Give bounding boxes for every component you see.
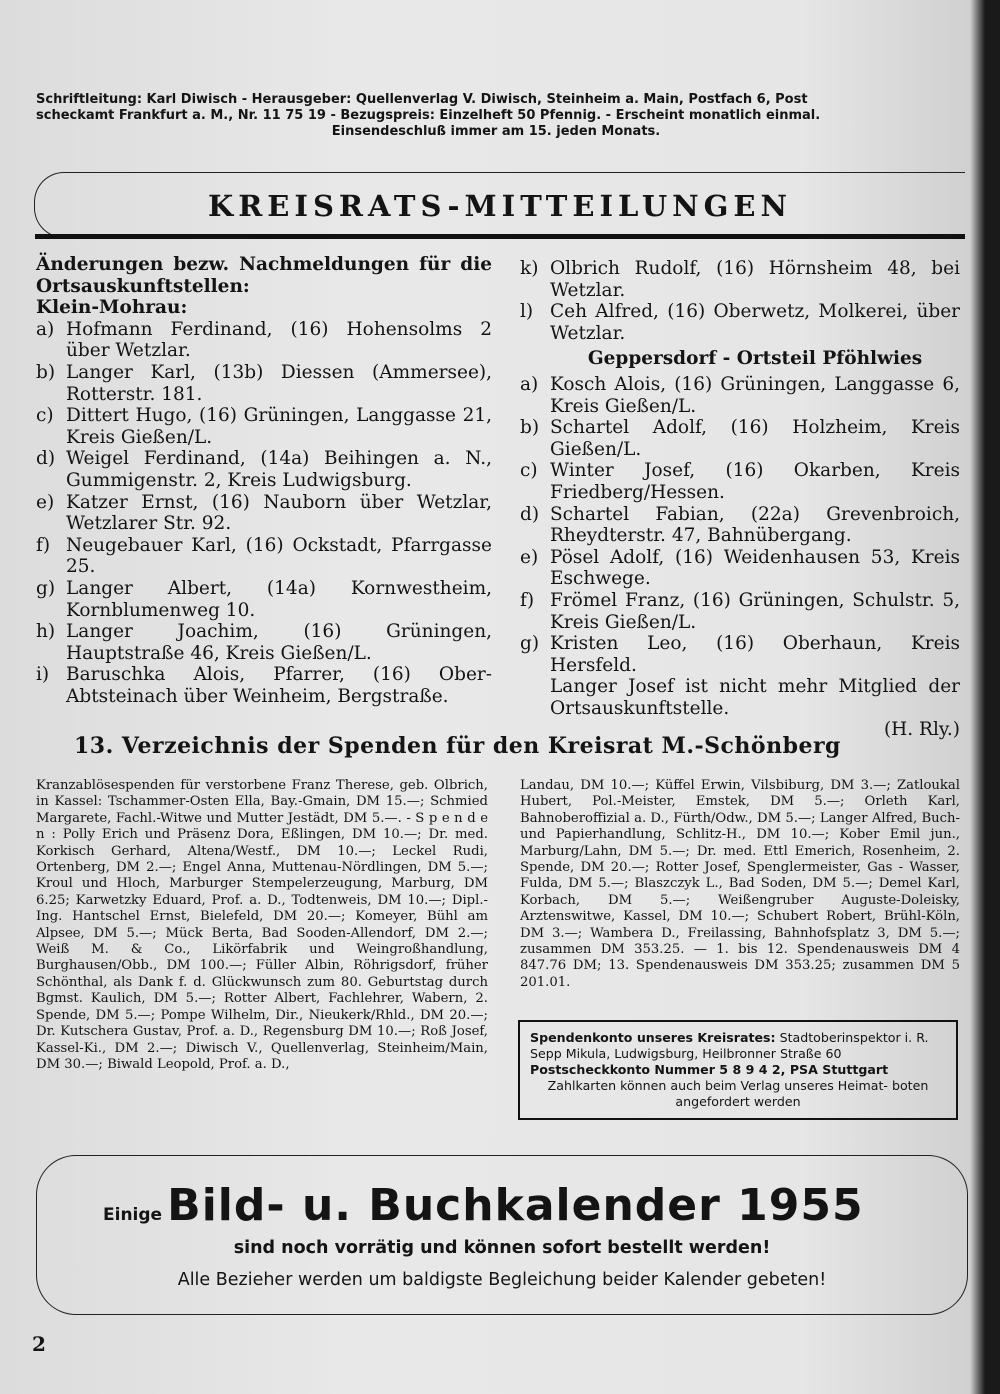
item-text: Hofmann Ferdinand, (16) Hohensolms 2 über Wetzlar. [66, 318, 492, 362]
left-column [36, 254, 492, 707]
item-letter: b) [36, 361, 56, 383]
list-item [36, 492, 492, 535]
item-text: Ceh Alfred, (16) Oberwetz, Molkerei, über Wetzlar. [550, 301, 960, 344]
place-heading: Klein-Mohrau: [36, 297, 188, 319]
item-letter: f) [36, 534, 51, 556]
donations-left-text: Kranzablösespenden für verstorbene Franz Therese, geb. Olbrich, in Kassel: Tschammer-Osten Ella, Bay.-Gmain, DM 15.—; Schmied Margarete, Fachl.-Witwe und Mutter Jestädt, DM 5.—. - S p e n d e n : Polly Erich und Präsenz Dora, Eßlingen, DM 10.—; Dr. med. Korkisch Gerhard, Altena/Westf., DM 10.—; Leckel Rudi, Ortenberg, DM 2.—; Engel Anna, Muttenau-Nördlingen, DM 5.—; Kroul und Hloch, Marburger Stempelerzeugung, Marburg, DM 6.25; Karwetzky Eduard, Prof. a. D., Todtenweis, DM 10.—; Dipl.-Ing. Hantschel Ernst, Bielefeld, DM 20.—; Komeyer, Bühl am Alpsee, DM 5.—; Mück Berta, Bad Sooden-Allendorf, DM 2.—; Weiß M. & Co., Likörfabrik und Weingroßhandlung, Burghausen/Obb., DM 100.—; Füller Albin, Röhrigsdorf, früher Schönthal, als Dank f. d. Glückwunsch zum 80. Geburtstag durch Bgmst. Kaulich, DM 5.—; Rotter Albert, Fachlehrer, Wabern, 2. Spende, DM 5.—; Pompe Wilhelm, Dir., Nieukerk/Rhld., DM 20.—; Dr. Kutschera Gustav, Prof. a. D., Regensburg DM 10.—; Roß Josef, Kassel-Ki., DM 2.—; Diwisch V., Quellenverlag, Steinheim/Main, DM 30.—; Biwald Leopold, Prof. a. D., [36, 778, 488, 1072]
list-item [520, 460, 960, 503]
item-text: Langer Albert, (14a) Kornwestheim, Kornblumenweg 10. [66, 577, 492, 621]
list-item [36, 448, 492, 491]
item-letter: k) [520, 258, 539, 279]
item-letter: e) [36, 491, 55, 513]
item-text: Langer Joachim, (16) Grüningen, Hauptstraße 46, Kreis Gießen/L. [66, 621, 492, 664]
list-item [36, 578, 492, 621]
item-text: Pösel Adolf, (16) Weidenhausen 53, Kreis Eschwege. [550, 546, 960, 590]
account-label: Spendenkonto unseres Kreisrates: [530, 1030, 776, 1045]
item-text: Kristen Leo, (16) Oberhaun, Kreis Hersfeld. [550, 633, 960, 676]
banner-rule [35, 234, 965, 239]
author-signature: (H. Rly.) [883, 719, 960, 741]
item-text: Weigel Ferdinand, (14a) Beihingen a. N., Gummigenstr. 2, Kreis Ludwigsburg. [66, 448, 492, 491]
item-letter: g) [520, 633, 540, 655]
donations-title: 13. Verzeichnis der Spenden für den Kreisrat M.-Schönberg [74, 733, 841, 759]
advert-prefix: Einige [103, 1205, 163, 1225]
item-text: Kosch Alois, (16) Grüningen, Langgasse 6, Kreis Gießen/L. [550, 373, 960, 417]
item-text: Winter Josef, (16) Okarben, Kreis Friedberg/Hessen. [550, 460, 960, 503]
donations-right [520, 778, 960, 991]
item-letter: a) [36, 318, 55, 340]
item-letter: c) [520, 460, 538, 482]
item-text: Olbrich Rudolf, (16) Hörnsheim 48, bei Wetzlar. [550, 258, 960, 301]
item-text: Langer Karl, (13b) Diessen (Ammersee), Rotterstr. 181. [66, 361, 492, 405]
list-item [520, 417, 960, 460]
item-letter: a) [520, 373, 539, 395]
item-letter: c) [36, 405, 54, 427]
item-text: Dittert Hugo, (16) Grüningen, Langgasse 21, Kreis Gießen/L. [66, 405, 492, 448]
page-number: 2 [32, 1332, 46, 1356]
list-item [36, 362, 492, 405]
list-item [520, 258, 960, 301]
list-item [36, 664, 492, 707]
item-text: Schartel Adolf, (16) Holzheim, Kreis Gießen/L. [550, 417, 960, 460]
item-text: Neugebauer Karl, (16) Ockstadt, Pfarrgasse 25. [66, 534, 492, 578]
item-letter: b) [520, 417, 540, 439]
item-text: Schartel Fabian, (22a) Grevenbroich, Rheydterstr. 47, Bahnübergang. [550, 503, 960, 547]
list-item [520, 590, 960, 633]
banner-title: KREISRATS-MITTEILUNGEN [208, 189, 792, 223]
section-banner [34, 172, 965, 238]
masthead [36, 92, 956, 140]
item-letter: f) [520, 589, 535, 611]
account-note: Zahlkarten können auch beim Verlag unseres Heimat- boten angefordert werden [547, 1078, 929, 1109]
list-item [520, 504, 960, 547]
left-list [36, 319, 492, 708]
calendar-advert [36, 1155, 968, 1315]
list-item [36, 319, 492, 362]
item-letter: d) [36, 448, 56, 470]
masthead-line-3: Einsendeschluß immer am 15. jeden Monats. [331, 124, 661, 139]
list-item [36, 405, 492, 448]
advert-headline: Bild- u. Buchkalender 1955 [167, 1180, 864, 1231]
place-heading: Geppersdorf - Ortsteil Pföhlwies [587, 348, 923, 370]
masthead-line-1: Schriftleitung: Karl Diwisch - Herausgeber: Quellenverlag V. Diwisch, Steinheim a. Main, Postfach 6, Post [36, 92, 808, 107]
changes-heading: Änderungen bezw. Nachmeldungen für die Ortsauskunftstellen: [36, 254, 492, 297]
list-item [520, 547, 960, 590]
list-item [36, 621, 492, 664]
donations-right-text: Landau, DM 10.—; Küffel Erwin, Vilsbiburg, DM 3.—; Zatloukal Hubert, Pol.-Meister, Emstek, DM 5.—; Orleth Karl, Bahnoberoffizial a. D., Fürth/Odw., DM 5.—; Langer Alfred, Buch- und Papierhandlung, Schlitz-H., DM 10.—; Kober Emil jun., Marburg/Lahn, DM 5.—; Dr. med. Ettl Emerich, Rosenheim, 2. Spende, DM 20.—; Rotter Josef, Spenglermeister, Gas - Wasser, Fulda, DM 5.—; Blaszczyk L., Bad Soden, DM 5.—; Demel Karl, Korbach, DM 5.—; Weißengruber Auguste-Doleisky, Arztenswitwe, Kassel, DM 10.—; Schubert Robert, Brühl-Köln, DM 3.—; Wambera D., Freilassing, Bahnhofsplatz 3, DM 5.—; zusammen DM 353.25. — 1. bis 12. Spendenausweis DM 4 847.76 DM; 13. Spendenausweis DM 353.25; zusammen DM 5 201.01. [520, 778, 960, 990]
right-column [520, 258, 960, 741]
item-text: Frömel Franz, (16) Grüningen, Schulstr. 5, Kreis Gießen/L. [550, 589, 960, 633]
item-letter: h) [36, 621, 56, 643]
donations-left [36, 778, 488, 1073]
item-letter: l) [520, 301, 534, 323]
account-holder: Stadtoberinspektor i. R. Sepp Mikula, Ludwigsburg, Heilbronner Straße 60 [530, 1030, 929, 1061]
item-text: Baruschka Alois, Pfarrer, (16) Ober-Abtsteinach über Weinheim, Bergstraße. [66, 664, 492, 707]
masthead-line-2: scheckamt Frankfurt a. M., Nr. 11 75 19 - Bezugspreis: Einzelheft 50 Pfennig. - Erscheint monatlich einmal. [36, 108, 821, 123]
list-item [36, 535, 492, 578]
membership-note: Langer Josef ist nicht mehr Mitglied der Ortsauskunftstelle. [550, 676, 960, 719]
account-number: Postscheckkonto Nummer 5 8 9 4 2, PSA Stuttgart [530, 1062, 889, 1077]
donation-account-box [518, 1020, 958, 1120]
advert-payment-request: Alle Bezieher werden um baldigste Begleichung beider Kalender gebeten! [177, 1270, 827, 1290]
item-letter: i) [36, 664, 50, 686]
item-letter: g) [36, 577, 56, 599]
item-text: Katzer Ernst, (16) Nauborn über Wetzlar, Wetzlarer Str. 92. [66, 491, 492, 535]
list-item [520, 633, 960, 676]
item-letter: d) [520, 503, 540, 525]
list-item [520, 301, 960, 344]
list-item [520, 374, 960, 417]
item-letter: e) [520, 546, 539, 568]
advert-availability: sind noch vorrätig und können sofort bestellt werden! [233, 1238, 771, 1258]
